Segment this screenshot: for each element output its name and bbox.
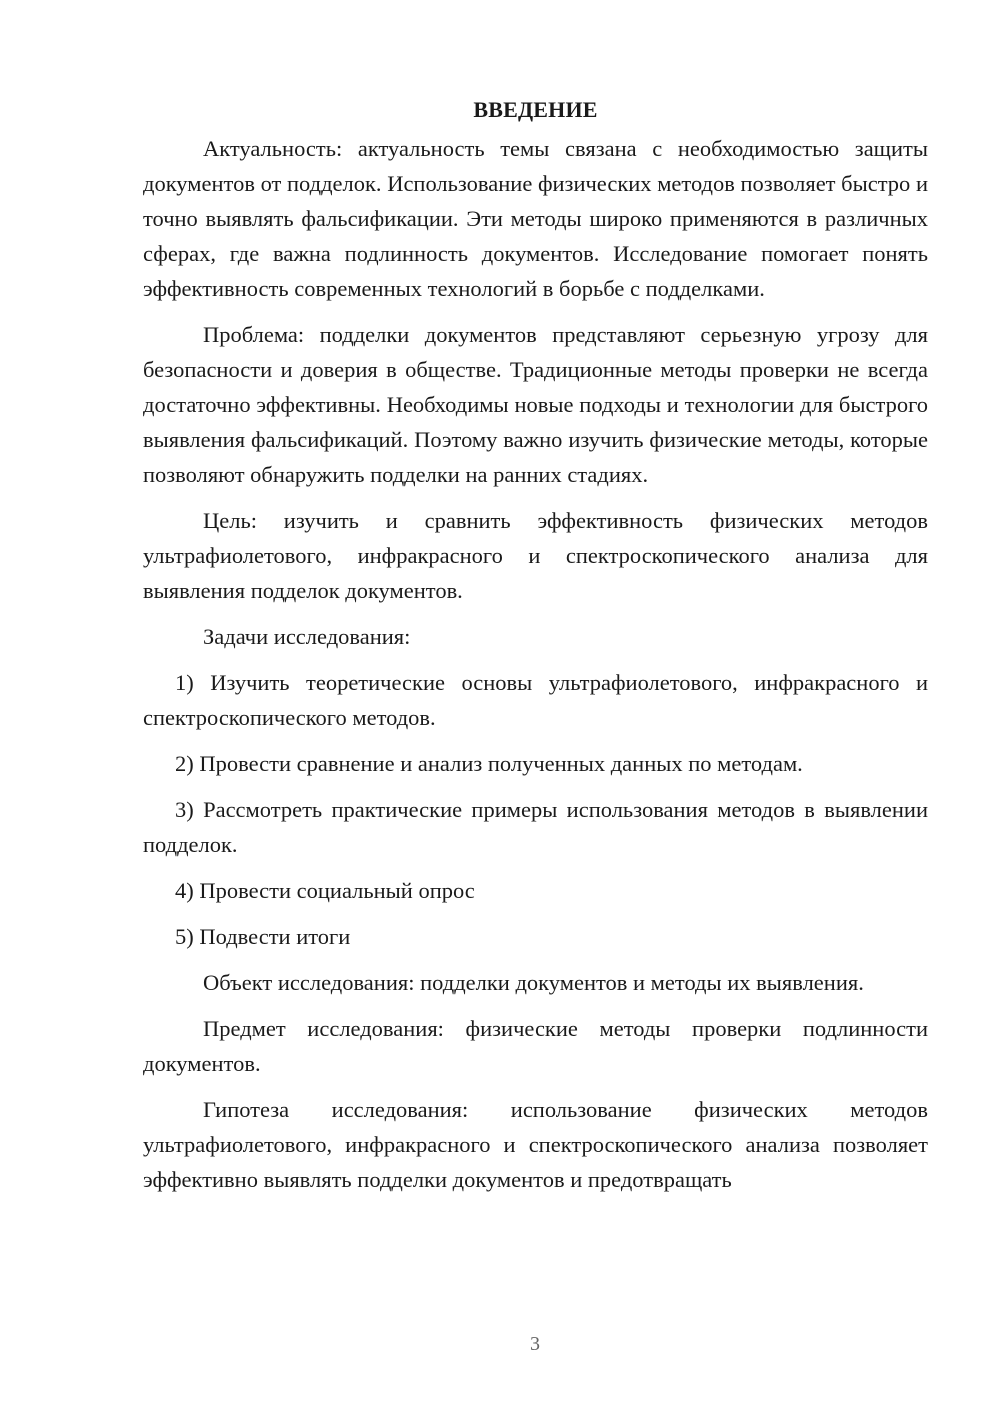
task-item-3: 3) Рассмотреть практические примеры использования методов в выявлении подделок. <box>143 797 928 857</box>
page-number: 3 <box>530 1333 540 1355</box>
task-item-5: 5) Подвести итоги <box>175 924 351 949</box>
paragraph-goal: Цель: изучить и сравнить эффективность физических методов ультрафиолетового, инфракрасного и спектроскопического анализа для выявления подделок документов. <box>143 508 928 603</box>
paragraph-object: Объект исследования: подделки документов и методы их выявления. <box>203 970 864 995</box>
paragraph-hypothesis: Гипотеза исследования: использование физических методов ультрафиолетового, инфракрасного и спектроскопического анализа позволяет эффективно выявлять подделки документов и предотвращать <box>143 1097 928 1192</box>
page-content <box>143 92 928 1208</box>
paragraph-relevance: Актуальность: актуальность темы связана с необходимостью защиты документов от подделок. Использование физических методов позволяет быстро и точно выявлять фальсификации. Эти методы широко применяются в различных сферах, где важна подлинность документов. Исследование помогает понять эффективность современных технологий в борьбе с подделками. <box>143 136 928 301</box>
task-list <box>143 665 928 954</box>
page-title: ВВЕДЕНИЕ <box>473 97 598 122</box>
paragraph-subject: Предмет исследования: физические методы проверки подлинности документов. <box>143 1016 928 1076</box>
task-item-4: 4) Провести социальный опрос <box>175 878 475 903</box>
task-item-2: 2) Провести сравнение и анализ полученных данных по методам. <box>175 751 803 776</box>
paragraph-problem: Проблема: подделки документов представляют серьезную угрозу для безопасности и доверия в обществе. Традиционные методы проверки не всегда достаточно эффективны. Необходимы новые подходы и технологии для быстрого выявления фальсификаций. Поэтому важно изучить физические методы, которые позволяют обнаружить подделки на ранних стадиях. <box>143 322 928 487</box>
paragraph-tasks-heading: Задачи исследования: <box>203 624 411 649</box>
task-item-1: 1) Изучить теоретические основы ультрафиолетового, инфракрасного и спектроскопического методов. <box>143 670 928 730</box>
